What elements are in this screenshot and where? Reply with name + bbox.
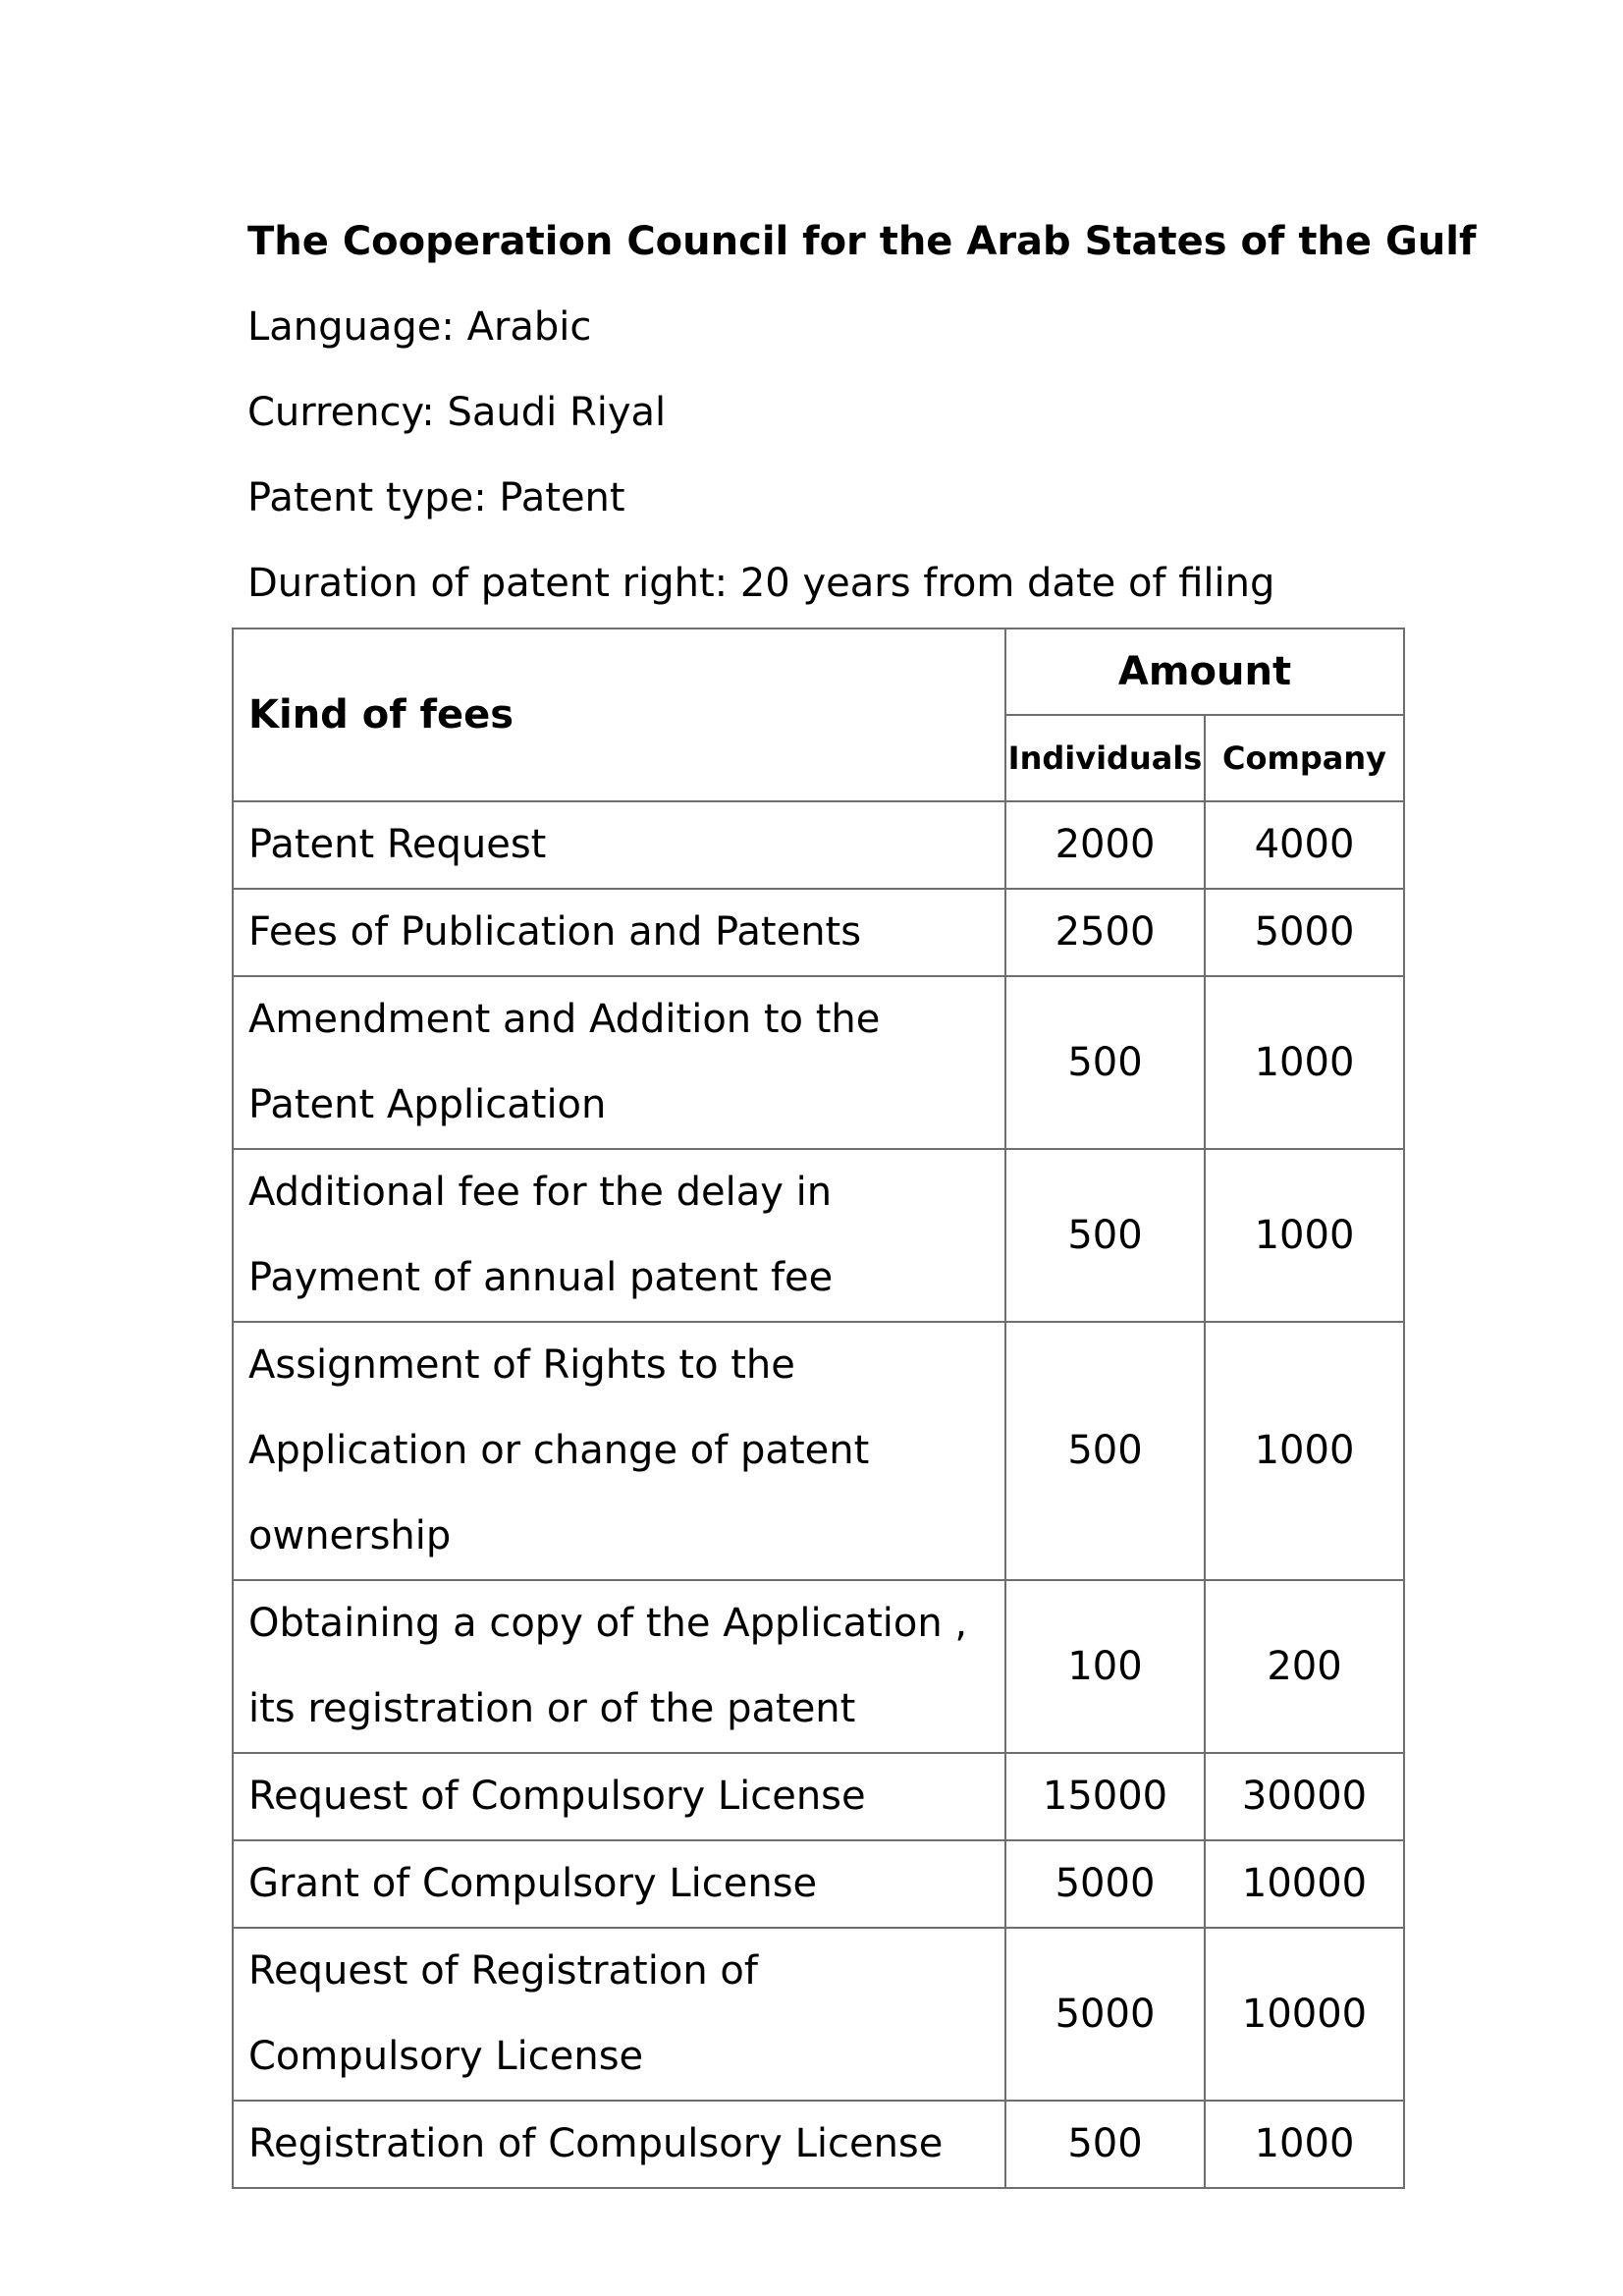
fee-kind-cell: Patent Request	[233, 801, 1005, 889]
table-row	[233, 1840, 1404, 1928]
table-row	[233, 1928, 1404, 2101]
table-row	[233, 976, 1404, 1149]
table-row	[233, 889, 1404, 976]
company-amount-cell: 1000	[1205, 976, 1404, 1149]
fees-table-header	[233, 629, 1404, 801]
individuals-header: Individuals	[1005, 715, 1205, 801]
company-amount-cell: 30000	[1205, 1753, 1404, 1840]
company-amount-cell: 10000	[1205, 1840, 1404, 1928]
fee-kind-cell: Fees of Publication and Patents	[233, 889, 1005, 976]
fee-kind-cell: Amendment and Addition to the Patent Application	[233, 976, 1005, 1149]
company-amount-cell: 1000	[1205, 2101, 1404, 2188]
fee-kind-cell: Assignment of Rights to the Application or change of patent ownership	[233, 1322, 1005, 1580]
company-amount-cell: 10000	[1205, 1928, 1404, 2101]
individuals-amount-cell: 15000	[1005, 1753, 1205, 1840]
company-amount-cell: 4000	[1205, 801, 1404, 889]
table-row	[233, 2101, 1404, 2188]
table-row	[233, 1580, 1404, 1753]
individuals-amount-cell: 500	[1005, 1149, 1205, 1322]
patent-type-line: Patent type: Patent	[247, 475, 625, 520]
fee-kind-cell: Request of Compulsory License	[233, 1753, 1005, 1840]
language-line: Language: Arabic	[247, 304, 592, 350]
individuals-amount-cell: 500	[1005, 2101, 1205, 2188]
individuals-amount-cell: 500	[1005, 1322, 1205, 1580]
fee-kind-cell: Registration of Compulsory License	[233, 2101, 1005, 2188]
document-title: The Cooperation Council for the Arab States of the Gulf	[247, 219, 1477, 264]
fee-kind-cell: Grant of Compulsory License	[233, 1840, 1005, 1928]
fees-table-body	[233, 801, 1404, 2188]
individuals-amount-cell: 2000	[1005, 801, 1205, 889]
company-header: Company	[1205, 715, 1404, 801]
fees-table	[232, 628, 1405, 2189]
company-amount-cell: 5000	[1205, 889, 1404, 976]
individuals-amount-cell: 2500	[1005, 889, 1205, 976]
fee-kind-cell: Additional fee for the delay in Payment of annual patent fee	[233, 1149, 1005, 1322]
individuals-amount-cell: 500	[1005, 976, 1205, 1149]
table-row	[233, 1149, 1404, 1322]
individuals-amount-cell: 100	[1005, 1580, 1205, 1753]
individuals-amount-cell: 5000	[1005, 1840, 1205, 1928]
amount-header: Amount	[1005, 629, 1404, 715]
fee-kind-cell: Obtaining a copy of the Application , its registration or of the patent	[233, 1580, 1005, 1753]
company-amount-cell: 1000	[1205, 1322, 1404, 1580]
duration-line: Duration of patent right: 20 years from date of filing	[247, 561, 1275, 606]
currency-line: Currency: Saudi Riyal	[247, 390, 667, 435]
kind-of-fees-header: Kind of fees	[233, 629, 1005, 801]
fee-kind-cell: Request of Registration of Compulsory License	[233, 1928, 1005, 2101]
company-amount-cell: 1000	[1205, 1149, 1404, 1322]
table-row	[233, 1322, 1404, 1580]
table-row	[233, 1753, 1404, 1840]
table-row	[233, 801, 1404, 889]
company-amount-cell: 200	[1205, 1580, 1404, 1753]
individuals-amount-cell: 5000	[1005, 1928, 1205, 2101]
